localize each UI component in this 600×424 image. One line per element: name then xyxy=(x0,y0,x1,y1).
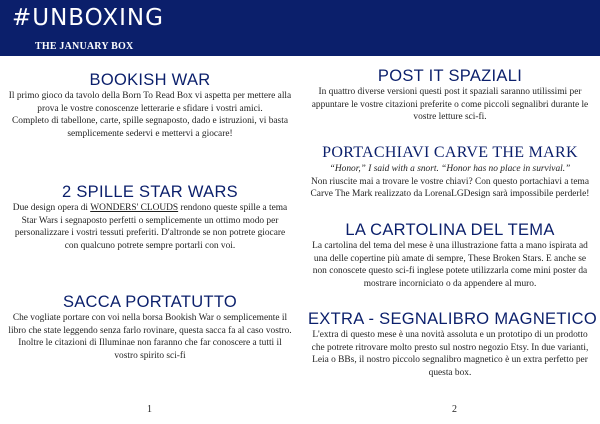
section-paragraph: Inoltre le citazioni di Illuminae non faranno che far conoscere a tutti il vostro spirito sci-fi xyxy=(18,338,282,361)
section-title: BOOKISH WAR xyxy=(89,71,211,89)
section-paragraph: Il primo gioco da tavolo della Born To Read Box vi aspetta per mettere alla prova le vostre conoscenze letterarie e sfidare i vostri amici. xyxy=(8,91,292,114)
section-title: LA CARTOLINA DEL TEMA xyxy=(345,221,555,239)
section-title: 2 SPILLE STAR WARS xyxy=(62,183,238,201)
page-number-right: 2 xyxy=(452,404,457,415)
section-paragraph: Completo di tabellone, carte, spille segnaposto, dado e istruzioni, vi basta semplicemente sedervi e mettervi a giocare! xyxy=(12,116,288,139)
section-post-it xyxy=(308,66,592,124)
page-number-left: 1 xyxy=(147,404,152,415)
section-paragraph: La cartolina del tema del mese è una illustrazione fatta a mano ispirata ad una delle copertine più amate di sempre, These Broken Stars. E anche se non conoscete questo sci-fi inglese potete utilizzarla come mini poster da mostrare incorniciato o da appendere al muro. xyxy=(312,241,588,289)
designer-link[interactable]: WONDERS' CLOUDS xyxy=(90,203,179,213)
section-bookish-war xyxy=(8,70,292,140)
text-segment: Due design opera di xyxy=(12,203,91,213)
section-quote: “Honor,” I said with a snort. “Honor has no place in survival.” xyxy=(329,164,571,174)
section-cartolina xyxy=(308,220,592,290)
section-title: EXTRA - SEGNALIBRO MAGNETICO xyxy=(308,310,597,328)
section-portachiavi xyxy=(308,143,592,201)
section-spille-star-wars xyxy=(8,182,292,252)
section-segnalibro xyxy=(308,309,597,379)
section-title: POST IT SPAZIALI xyxy=(377,67,523,85)
section-sacca-portatutto xyxy=(8,292,292,362)
header-banner xyxy=(0,0,600,56)
text-segment: rendono queste spille a tema Star Wars i segnaposto perfetti o semplicemente un ottimo modo per personalizzare i vostri tessuti preferiti. D'altronde se non potrete giocare con qualcuno potrete sempre portarli con voi. xyxy=(14,203,288,251)
section-paragraph: Che vogliate portare con voi nella borsa Bookish War o semplicemente il libro che state leggendo senza farlo rovinare, questa sacca fa al caso vostro. xyxy=(8,313,292,336)
section-paragraph: Non riuscite mai a trovare le vostre chiavi? Con questo portachiavi a tema Carve The Mark realizzato da LorenaLGDesign sarà impossibile perderle! xyxy=(310,176,590,199)
section-title: PORTACHIAVI CARVE THE MARK xyxy=(322,144,578,161)
section-paragraph: L'extra di questo mese è una novità assoluta e un prototipo di un prodotto che potrete ritrovare molto presto sul nostro negozio Etsy. In due varianti, Leia o BBs, il nostro piccolo segnalibro magnetico è un extra perfetto per questa box. xyxy=(311,330,589,378)
section-title: SACCA PORTATUTTO xyxy=(62,293,238,311)
left-column xyxy=(8,56,292,424)
box-subtitle: THE JANUARY BOX xyxy=(35,41,134,52)
right-column xyxy=(308,56,597,424)
section-paragraph: In quattro diverse versioni questi post it spaziali saranno utilissimi per appuntare le vostre citazioni preferite o come piccoli segnalibri durante le vostre letture sci-fi. xyxy=(311,87,589,122)
brand-title: #UNBOXING xyxy=(12,5,164,31)
section-paragraph xyxy=(8,202,292,252)
